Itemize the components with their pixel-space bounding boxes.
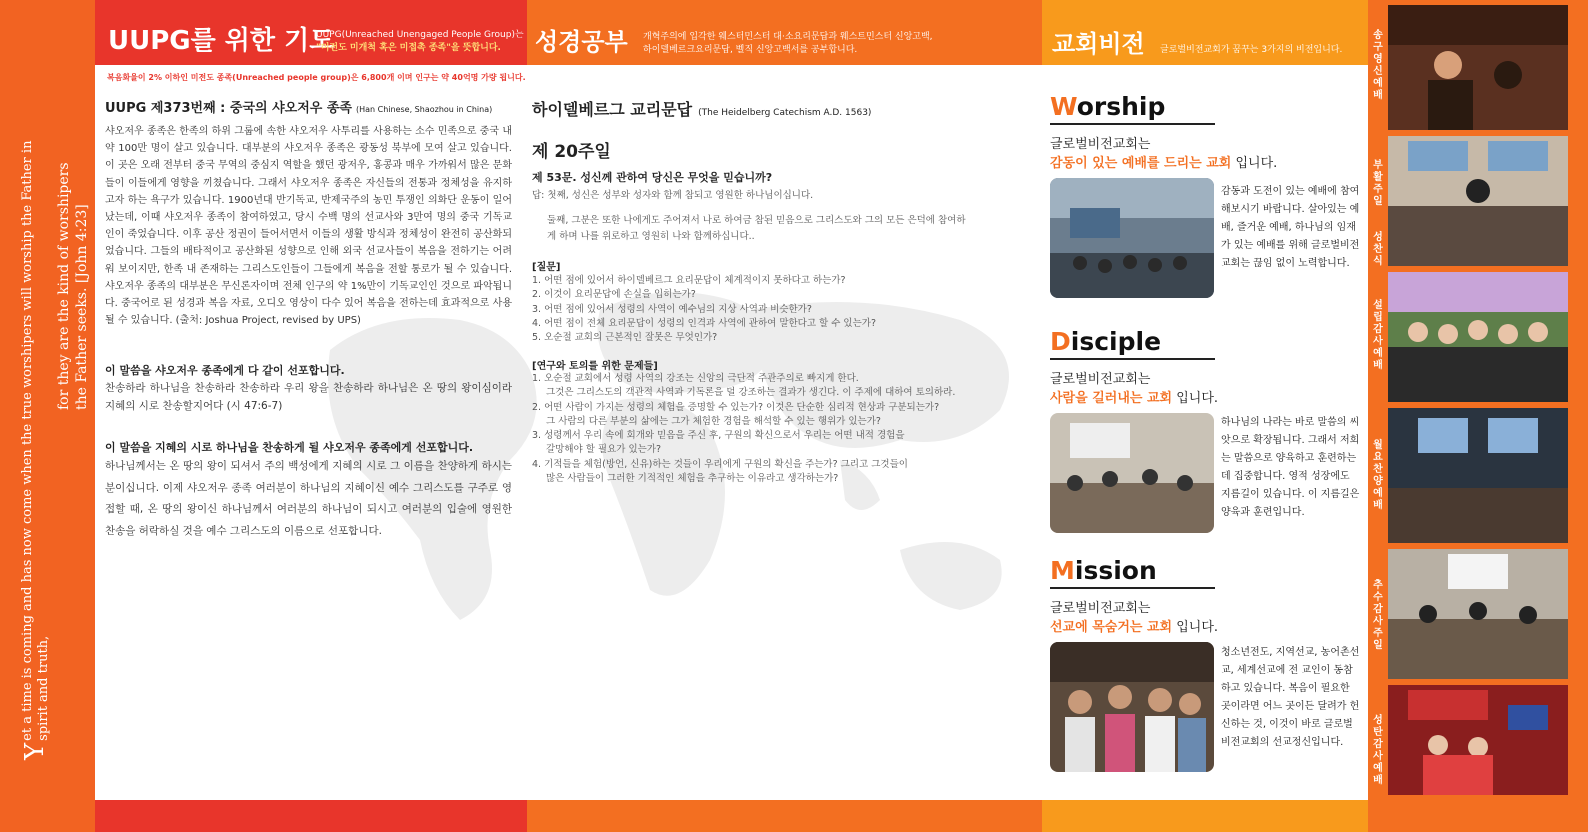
list-item: 5. 오순절 교회의 근본적인 잘못은 무엇인가?: [532, 332, 718, 344]
worship-photo: [1050, 178, 1214, 298]
photo-monday-praise: [1388, 408, 1568, 543]
bible-study-header-bar: [527, 0, 1042, 65]
uupg-declaration-heading-1: 이 말씀을 샤오저우 종족에게 다 같이 선포합니다.: [105, 364, 345, 377]
verse-john-4-23-part2: for they are the kind of worshipers the Father seeks. [John 4:23]: [56, 162, 90, 410]
discussion-list: [532, 372, 1022, 486]
uupg-declaration-text-1: 찬송하라 하나님을 찬송하라 찬송하라 우리 왕을 찬송하라 하나님은 온 땅의 왕이심이라 지혜의 시로 찬송할지어다 (시 47:6-7): [105, 382, 512, 412]
discussion-section-title: [연구와 토의를 위한 문제들]: [532, 361, 658, 372]
uupg-header-subtitle-1: UUPG(Unreached Unengaged People Group)는: [316, 30, 524, 40]
uupg-title: UUPG 제373번째 : 중국의 샤오저우 종족 (Han Chinese, Shaozhou in China): [105, 101, 493, 116]
list-item: 3. 어떤 점에 있어서 성령의 사역이 예수님의 지상 사역과 비슷한가?: [532, 303, 812, 315]
photo-thanksgiving-sunday: [1388, 549, 1568, 679]
vision-header-bar: [1042, 0, 1368, 65]
list-item: 4. 어떤 점이 전체 요리문답이 성령의 인격과 사역에 관하여 말한다고 할 수 있는가?: [532, 317, 877, 329]
list-item: 1. 오순절 교회에서 성령 사역의 강조는 신앙의 극단적 주관주의로 빠지게 한다. 그것은 그리스도의 객관적 사역과 기독론을 덜 강조하는 결과가 생긴다. 이 주제에 대하여 토의하라.: [532, 373, 956, 399]
vision-mission-line2: 선교에 목숨거는 교회 입니다.: [1050, 620, 1219, 635]
photo-christmas-service: [1388, 685, 1568, 795]
verse-drop-cap: Y: [20, 742, 50, 760]
photo-label-2: 부 활 주 일 성 찬 식: [1373, 160, 1383, 267]
catechism-answer-1: 답: 첫째, 성신은 성부와 성자와 함께 참되고 영원한 하나님이십니다.: [532, 190, 814, 201]
footer-bar-red: [95, 800, 527, 832]
vision-disciple-line1: 글로벌비전교회는: [1050, 372, 1151, 387]
catechism-week: 제 20주일: [532, 142, 611, 162]
vision-disciple-text: 하나님의 나라는 바로 말씀의 씨앗으로 확장됩니다. 그래서 저희는 말씀으로 양육하고 훈련하는데 집중합니다. 영적 성장에도 지름길이 있습니다. 이 지름길은 양육과 훈련입니다.: [1221, 417, 1360, 518]
uupg-declaration-text-2: 하나님께서는 온 땅의 왕이 되셔서 주의 백성에게 지혜의 시로 그 이름을 찬양하게 하시는 분이십니다. 이제 샤오저우 종족 여러분이 하나님의 지혜이신 예수 그리스도를 구주로 영접할 때, 온 땅의 왕이신 하나님께서 여러분의 하나님이 되시고 여러분의 입술에 영원한 찬송을 허락하실 것을 예수 그리스도의 이름으로 선포합니다.: [105, 460, 512, 537]
uupg-header-bar: [95, 0, 527, 65]
vision-worship-text: 감동과 도전이 있는 예배에 참여해보시기 바랍니다. 살아있는 예배, 즐거운 예배, 하나님의 임재가 있는 예배를 위해 글로벌비전교회는 끊임 없이 노력합니다.: [1221, 186, 1360, 269]
list-item: 1. 어떤 점에 있어서 하이델베르그 요리문답이 체계적이지 못하다고 하는가?: [532, 275, 846, 286]
disciple-photo: [1050, 413, 1214, 533]
photo-new-year-service: [1388, 5, 1568, 130]
verse-text-1: et a time is coming and has now come when the true worshipers will worship the Father in spirit and truth,: [20, 140, 51, 741]
vision-header-title: 교회비전: [1052, 30, 1145, 58]
vision-worship-line2: 감동이 있는 예배를 드리는 교회 입니다.: [1050, 156, 1278, 171]
uupg-note: 복음화율이 2% 이하인 미전도 종족(Unreached people group)은 6,800개 이며 인구는 약 40억명 가량 됩니다.: [107, 73, 526, 82]
photo-label-3: 설 립 감 사 예 배: [1373, 300, 1383, 371]
vision-mission-text: 청소년전도, 지역선교, 농어촌선교, 세계선교에 전 교인이 동참하고 있습니다. 복음이 필요한 곳이라면 어느 곳이든 달려가 헌신하는 것, 이것이 바로 글로벌비전교회의 선교정신입니다.: [1221, 647, 1360, 748]
photo-easter-communion: [1388, 136, 1568, 266]
questions-section-title: [질문]: [532, 262, 561, 273]
verse-john-4-23-part1: [20, 140, 52, 760]
vision-worship-line1: 글로벌비전교회는: [1050, 137, 1151, 152]
uupg-body: 샤오저우 종족은 한족의 하위 그룹에 속한 샤오저우 사투리를 사용하는 소수 민족으로 중국 내 약 100만 명이 살고 있습니다. 대부분의 샤오저우 종족은 광동성 북부에 모여 살고 있습니다. 이 곳은 오래 전부터 중국 무역의 중심지 역할을 했던 광저우, 홍콩과 매우 가까워서 많은 문화들이 이들에게 영향을 끼쳤습니다. 그래서 샤오저우 종족은 자신들의 전통과 정체성을 유지하고자 하는 욕구가 있습니다. 1900년대 반기독교, 반제국주의 농민 투쟁인 의화단 운동이 일어났는데, 이때 샤오저우 종족이 참여하였고, 당시 수백 명의 선교사와 3만여 명의 중국 기독교인이 죽었습니다. 이후 공산 정권이 들어서면서 이들의 생활 방식과 정체성이 완전히 공산화되었습니다. 그들의 배타적이고 공산화된 성향으로 인해 외국 선교사들이 복음을 전하기는 어려워 보이지만, 한족 내 존재하는 그리스도인들이 그들에게 복음을 전할 통로가 될 수 있습니다. 샤오저우 종족의 대부분은 무신론자이며 전체 인구의 약 1%만이 기독교인인 것으로 파악됩니다. 중국어로 된 성경과 복음 자료, 오디오 영상이 다수 있어 복음을 전하는데 효과적으로 사용될 수 있습니다. (출처: Joshua Project, revised by UPS): [105, 126, 512, 327]
photo-label-1: 송 구 영 신 예 배: [1373, 30, 1383, 101]
vision-disciple-heading: Disciple: [1050, 327, 1215, 360]
list-item: 2. 어떤 사람이 가지는 성령의 체험을 증명할 수 있는가? 이것은 단순한 심리적 현상과 구분되는가? 그 사람의 다른 부분의 삶에는 그가 체험한 경험을 해석할 수 있는 행위가 있는가?: [532, 401, 940, 427]
photo-label-6: 성 탄 감 사 예 배: [1373, 715, 1383, 786]
vision-mission-line1: 글로벌비전교회는: [1050, 601, 1151, 616]
vision-mission: [1050, 556, 1219, 635]
catechism-answer-2: 둘째, 그분은 또한 나에게도 주어져서 나로 하여금 참된 믿음으로 그리스도와 그의 모든 은덕에 참여하게 하며 나를 위로하고 영원히 나와 함께하십니다..: [547, 215, 966, 242]
bible-study-header-subtitle-1: 개혁주의에 입각한 웨스터민스터 대·소요리문답과 웨스트민스터 신앙고백,: [643, 32, 933, 42]
catechism-title: 하이델베르그 교리문답 (The Heidelberg Catechism A.D. 1563): [532, 100, 872, 119]
list-item: 4. 기적들을 체험(방언, 신유)하는 것들이 우리에게 구원의 확신을 주는가? 그리고 그것들이 많은 사람들이 그러한 기적적인 체험을 추구하는 이유라고 생각하는가?: [532, 458, 908, 485]
vision-worship: [1050, 92, 1278, 171]
list-item: 2. 이것이 요리문답에 손실을 입히는가?: [532, 289, 696, 301]
footer-bar-amber: [1042, 800, 1368, 832]
vision-disciple-line2: 사람을 길러내는 교회 입니다.: [1050, 391, 1219, 406]
vision-worship-heading: Worship: [1050, 92, 1215, 125]
photo-founding-thanksgiving: [1388, 272, 1568, 402]
uupg-declaration-heading-2: 이 말씀을 지혜의 시로 하나님을 찬송하게 될 샤오저우 종족에게 선포합니다.: [105, 441, 474, 454]
uupg-header-subtitle-2: "미전도 미개척 혹은 미접촉 종족"을 뜻합니다.: [316, 43, 501, 53]
photo-label-5: 추 수 감 사 주 일: [1373, 580, 1383, 651]
uupg-header-title: UUPG를 위한 기도: [108, 26, 335, 56]
vision-mission-heading: Mission: [1050, 556, 1215, 589]
catechism-question: 제 53문. 성신께 관하여 당신은 무엇을 믿습니까?: [532, 171, 773, 184]
mission-photo: [1050, 642, 1214, 772]
questions-list: [532, 274, 1022, 345]
footer-bar-orange: [527, 800, 1042, 832]
bible-study-header-title: 성경공부: [535, 28, 628, 56]
list-item: 3. 성령께서 우리 속에 회개와 믿음을 주신 후, 구원의 확신으로서 우리는 어떤 내적 경험을 갈망해야 할 필요가 있는가?: [532, 430, 905, 456]
vision-header-subtitle: 글로벌비전교회가 꿈꾸는 3가지의 비전입니다.: [1160, 45, 1343, 55]
vision-disciple: [1050, 327, 1219, 406]
photo-label-4: 월 요 찬 양 예 배: [1373, 440, 1383, 511]
bible-study-header-subtitle-2: 하이델베르크요리문답, 벨직 신앙고백서를 공부합니다.: [643, 45, 858, 55]
